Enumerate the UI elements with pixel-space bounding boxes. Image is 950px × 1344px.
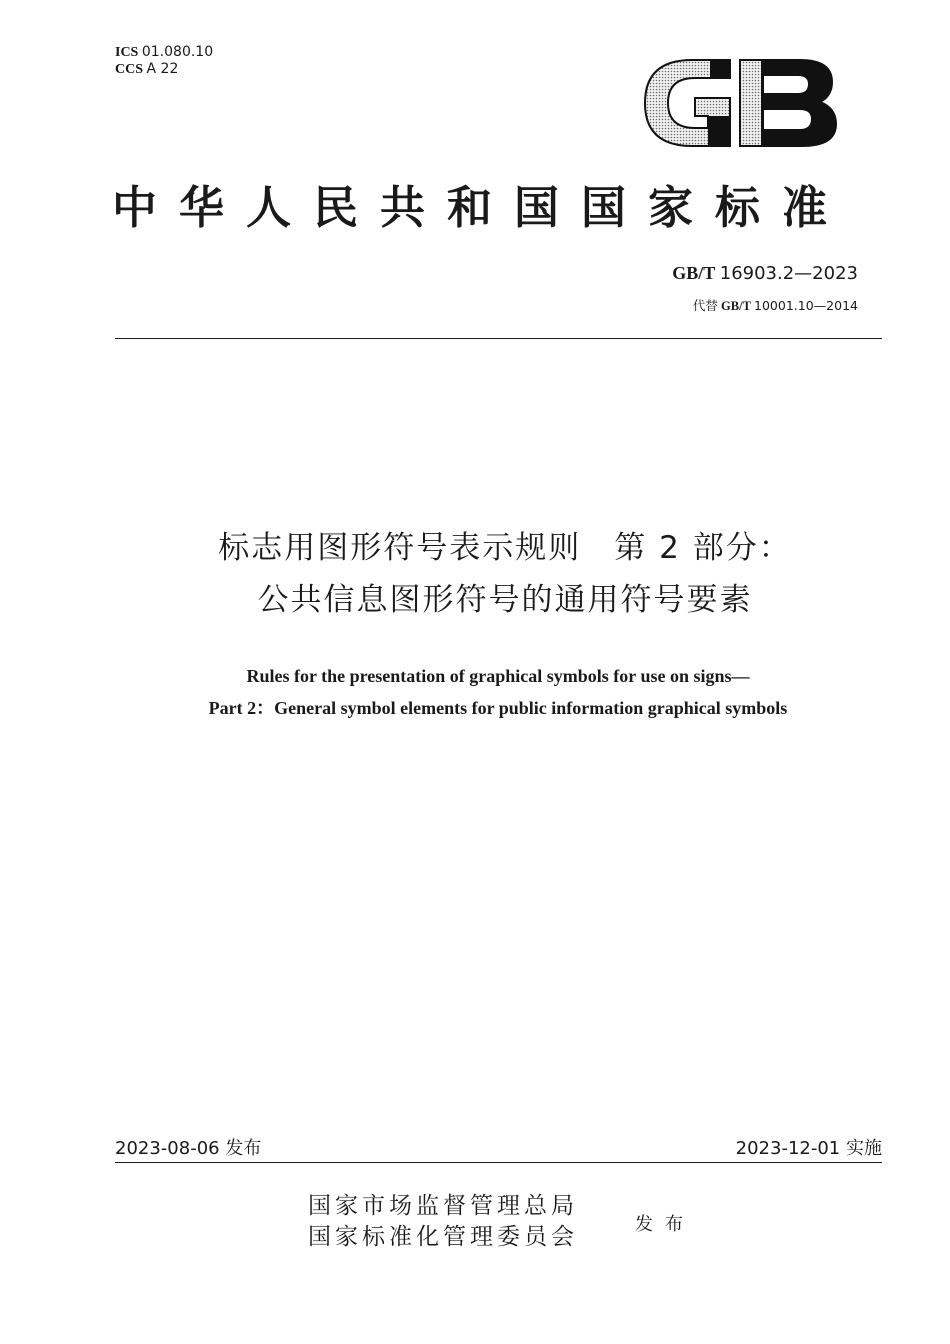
standard-prefix: GB/T — [672, 263, 716, 283]
replaces-prefix: GB/T — [721, 299, 751, 313]
ics-label: ICS — [115, 45, 139, 60]
replaces-number: 10001.10—2014 — [754, 298, 858, 313]
title-chinese — [0, 522, 950, 626]
ccs-line — [115, 61, 213, 78]
title-english — [0, 660, 950, 724]
replaces-line — [693, 296, 858, 314]
title-chinese-line1: 标志用图形符号表示规则 第 2 部分： — [218, 530, 792, 566]
main-title: 中华人民共和国国家标准 — [112, 183, 850, 233]
standard-number-value: 16903.2—2023 — [719, 263, 858, 284]
issuer-1: 国家市场监督管理总局 — [308, 1193, 578, 1218]
ics-value: 01.080.10 — [141, 44, 214, 60]
issue-action: 发布 — [635, 1214, 695, 1234]
issuer-2: 国家标准化管理委员会 — [308, 1224, 578, 1249]
bottom-divider — [115, 1162, 882, 1163]
title-english-line1: Rules for the presentation of graphical symbols for use on signs— — [246, 666, 750, 686]
standard-number — [672, 263, 858, 284]
replaces-word: 代替 — [692, 298, 718, 313]
publish-date: 2023-08-06 发布 — [115, 1138, 262, 1159]
top-divider — [115, 338, 882, 339]
title-english-line2: Part 2：General symbol elements for public information graphical symbols — [208, 698, 788, 718]
ics-line — [115, 44, 213, 61]
classification-codes — [115, 44, 213, 78]
title-chinese-line2: 公共信息图形符号的通用符号要素 — [257, 582, 753, 618]
implement-date: 2023-12-01 实施 — [735, 1138, 882, 1159]
logo-text: GB — [640, 52, 642, 53]
ccs-label: CCS — [115, 62, 144, 77]
issuing-authorities — [308, 1190, 578, 1252]
ccs-value: A 22 — [146, 61, 179, 77]
gb-logo — [640, 52, 840, 154]
